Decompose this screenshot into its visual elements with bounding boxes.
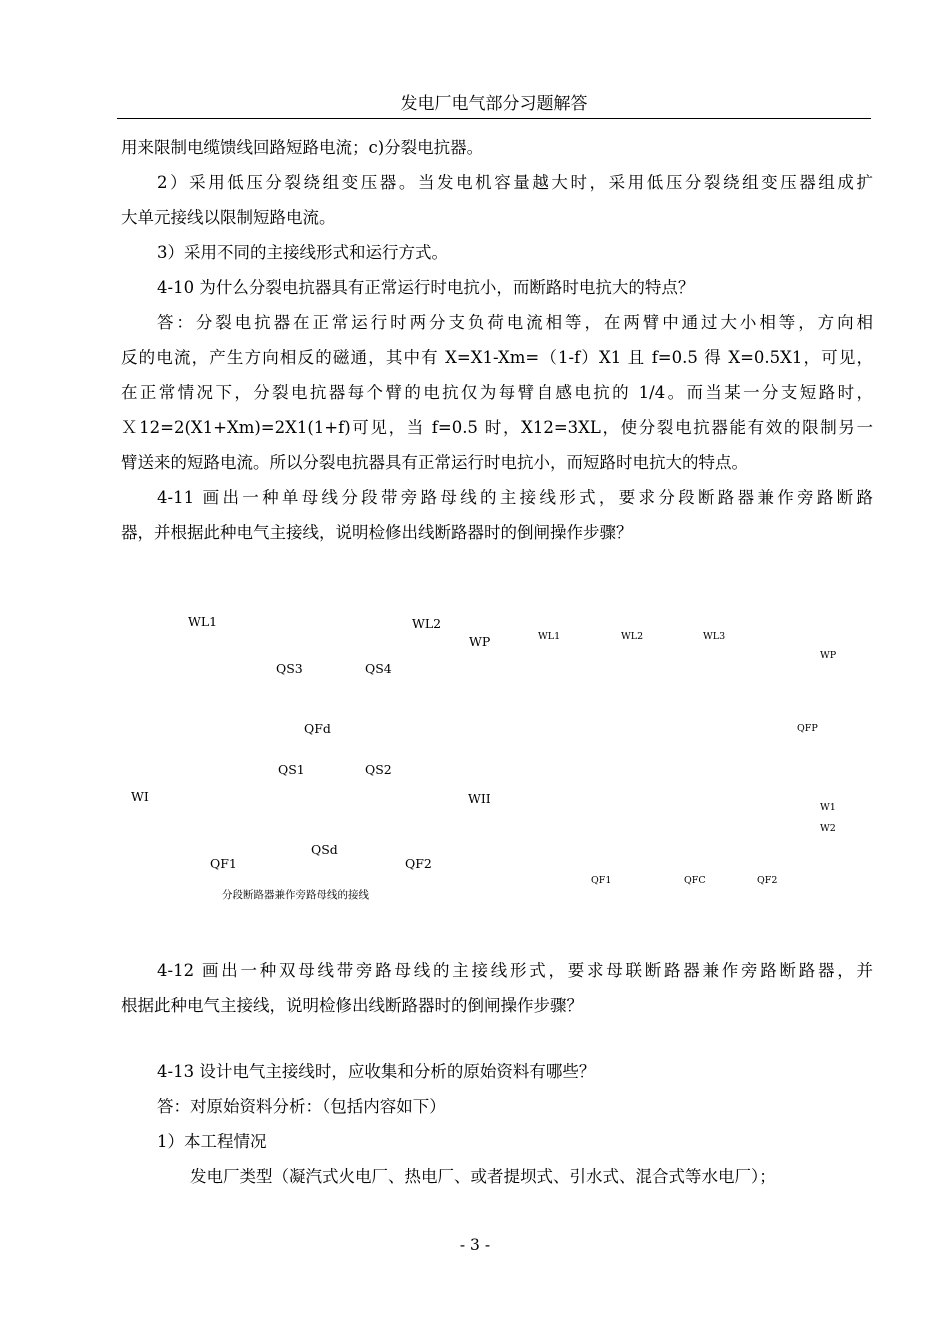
body-text-question-4-12 [121, 953, 873, 1023]
diagram-label-wl3-right: WL3 [703, 631, 726, 642]
diagram-caption: 分段断路器兼作旁路母线的接线 [222, 889, 369, 901]
diagram-label-qs4: QS4 [365, 661, 392, 676]
diagram-label-wl2: WL2 [412, 616, 442, 631]
question-4-11-cont: 器，并根据此种电气主接线，说明检修出线断路器时的倒闸操作步骤？ [121, 523, 633, 542]
diagram-label-wl1-right: WL1 [538, 631, 561, 642]
diagram-label-qs3: QS3 [276, 661, 303, 676]
diagram-label-wl1: WL1 [188, 614, 218, 629]
diagram-label-wp: WP [469, 634, 491, 649]
answer-line: 在正常情况下，分裂电抗器每个臂的电抗仅为每臂自感电抗的 1/4。而当某一分支短路时， [121, 383, 873, 402]
answer-line: Ｘ12=2(X1+Xm)=2X1(1+f)可见，当 f=0.5 时，X12=3XL，使分裂电抗器能有效的限制另一 [121, 418, 873, 437]
answer-line: 答：分裂电抗器在正常运行时两分支负荷电流相等，在两臂中通过大小相等，方向相 [157, 313, 873, 332]
diagram-label-wp-right: WP [820, 650, 837, 661]
answer-item: 1）本工程情况 [157, 1132, 267, 1151]
diagram-label-qfd: QFd [304, 721, 331, 736]
question-4-10: 4-10 为什么分裂电抗器具有正常运行时电抗小，而断路时电抗大的特点？ [157, 278, 695, 297]
header-title: 发电厂电气部分习题解答 [400, 94, 588, 114]
diagram-label-wl2-right: WL2 [621, 631, 644, 642]
body-text-question-4-13 [121, 1054, 873, 1194]
answer-item-detail: 发电厂类型（凝汽式火电厂、热电厂、或者提坝式、引水式、混合式等水电厂）； [190, 1167, 776, 1186]
diagram-label-qfc: QFC [684, 875, 706, 886]
text-line: 3）采用不同的主接线形式和运行方式。 [157, 243, 448, 262]
text-line: 大单元接线以限制短路电流。 [121, 208, 336, 227]
question-4-13: 4-13 设计电气主接线时，应收集和分析的原始资料有哪些？ [157, 1062, 596, 1081]
diagram-label-w2: W2 [820, 823, 836, 834]
text-line: 2）采用低压分裂绕组变压器。当发电机容量越大时，采用低压分裂绕组变压器组成扩 [157, 173, 873, 192]
diagram-label-qf1-right: QF1 [591, 875, 612, 886]
diagram-label-wii: WII [468, 791, 491, 806]
answer-line: 臂送来的短路电流。所以分裂电抗器具有正常运行时电抗小，而短路时电抗大的特点。 [121, 453, 748, 472]
answer-line: 反的电流，产生方向相反的磁通，其中有 X=X1-Xm=（1-f）X1 且 f=0.5 得 X=0.5X1，可见， [121, 348, 873, 367]
question-4-12-cont: 根据此种电气主接线，说明检修出线断路器时的倒闸操作步骤？ [121, 996, 583, 1015]
text-line: 用来限制电缆馈线回路短路电流；c)分裂电抗器。 [121, 138, 484, 157]
diagram-label-qs2: QS2 [365, 762, 392, 777]
diagram-label-qf1: QF1 [210, 856, 237, 871]
question-4-12: 4-12 画出一种双母线带旁路母线的主接线形式，要求母联断路器兼作旁路断路器，并 [157, 961, 873, 980]
page-header [117, 92, 871, 119]
diagram-label-qf2-right: QF2 [757, 875, 778, 886]
page-number: - 3 - [459, 1236, 491, 1254]
diagram-label-qfp: QFP [797, 723, 818, 734]
answer-line: 答：对原始资料分析：（包括内容如下） [157, 1097, 446, 1116]
diagram-label-w1: W1 [820, 802, 836, 813]
diagram-label-qs1: QS1 [278, 762, 305, 777]
diagram-label-wi: WI [131, 789, 149, 804]
diagram-label-qf2: QF2 [405, 856, 432, 871]
body-text-section-a [121, 130, 873, 550]
diagram-label-qsd: QSd [311, 842, 338, 857]
question-4-11: 4-11 画出一种单母线分段带旁路母线的主接线形式，要求分段断路器兼作旁路断路 [157, 488, 873, 507]
